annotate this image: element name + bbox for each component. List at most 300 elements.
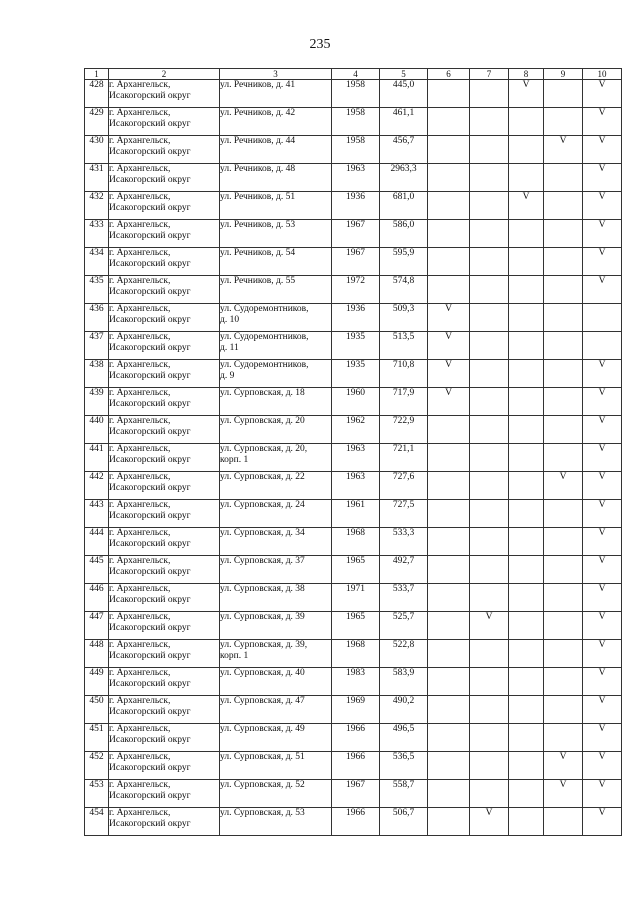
street-text: ул. Сурповская, д. 38: [220, 584, 305, 594]
mark-col-9: [544, 416, 583, 444]
year-cell: 1967: [332, 248, 380, 276]
city-text: г. Архангельск,: [109, 108, 171, 118]
city-text: г. Архангельск,: [109, 416, 171, 426]
mark-col-8: [509, 164, 544, 192]
city-text: г. Архангельск,: [109, 556, 171, 566]
street-text: ул. Сурповская, д. 39: [220, 612, 305, 622]
address-cell: [220, 584, 332, 612]
area-cell: 533,3: [380, 528, 428, 556]
table-row: [85, 360, 622, 388]
mark-col-7: [470, 248, 509, 276]
mark-col-6: [428, 696, 470, 724]
district-text: Исакогорский округ: [109, 651, 191, 661]
table-row: [85, 752, 622, 780]
district-text: Исакогорский округ: [109, 623, 191, 633]
row-number: 432: [85, 192, 109, 220]
district-text: Исакогорский округ: [109, 511, 191, 521]
table-row: [85, 556, 622, 584]
district-text: Исакогорский округ: [109, 315, 191, 325]
table-row: [85, 388, 622, 416]
address-cell: [220, 528, 332, 556]
address-cell: [220, 304, 332, 332]
location-cell: [109, 304, 220, 332]
mark-col-6: V: [428, 304, 470, 332]
mark-col-10: V: [583, 668, 622, 696]
district-text: Исакогорский округ: [109, 539, 191, 549]
district-text: Исакогорский округ: [109, 287, 191, 297]
row-number: 441: [85, 444, 109, 472]
mark-col-9: [544, 556, 583, 584]
city-text: г. Архангельск,: [109, 808, 171, 818]
page-number: 235: [309, 37, 331, 52]
year-cell: 1969: [332, 696, 380, 724]
street-text: ул. Сурповская, д. 51: [220, 752, 305, 762]
street-text: ул. Речников, д. 54: [220, 248, 296, 258]
mark-col-8: [509, 500, 544, 528]
mark-col-6: [428, 752, 470, 780]
row-number: 452: [85, 752, 109, 780]
column-header: 7: [470, 69, 509, 80]
mark-col-9: [544, 164, 583, 192]
mark-col-8: [509, 248, 544, 276]
row-number: 445: [85, 556, 109, 584]
location-cell: [109, 416, 220, 444]
street-text: ул. Сурповская, д. 53: [220, 808, 305, 818]
mark-col-10: V: [583, 80, 622, 108]
street-text: ул. Сурповская, д. 24: [220, 500, 305, 510]
housing-register-table: [84, 68, 622, 836]
column-header: 3: [220, 69, 332, 80]
mark-col-10: V: [583, 640, 622, 668]
city-text: г. Архангельск,: [109, 192, 171, 202]
mark-col-9: V: [544, 472, 583, 500]
year-cell: 1966: [332, 724, 380, 752]
row-number: 439: [85, 388, 109, 416]
area-cell: 513,5: [380, 332, 428, 360]
mark-col-7: V: [470, 612, 509, 640]
mark-col-7: [470, 752, 509, 780]
street-text: ул. Сурповская, д. 47: [220, 696, 305, 706]
area-cell: 721,1: [380, 444, 428, 472]
location-cell: [109, 360, 220, 388]
mark-col-10: V: [583, 584, 622, 612]
district-text: Исакогорский округ: [109, 679, 191, 689]
mark-col-9: [544, 724, 583, 752]
table-row: [85, 612, 622, 640]
mark-col-10: V: [583, 248, 622, 276]
mark-col-9: [544, 360, 583, 388]
location-cell: [109, 332, 220, 360]
district-text: Исакогорский округ: [109, 147, 191, 157]
year-cell: 1936: [332, 192, 380, 220]
year-cell: 1958: [332, 136, 380, 164]
mark-col-7: [470, 556, 509, 584]
area-cell: 496,5: [380, 724, 428, 752]
mark-col-7: [470, 192, 509, 220]
address-cell: [220, 276, 332, 304]
mark-col-6: V: [428, 388, 470, 416]
building-text: корп. 1: [220, 455, 249, 465]
area-cell: 2963,3: [380, 164, 428, 192]
location-cell: [109, 80, 220, 108]
area-cell: 536,5: [380, 752, 428, 780]
mark-col-7: [470, 668, 509, 696]
city-text: г. Архангельск,: [109, 332, 171, 342]
mark-col-8: [509, 640, 544, 668]
district-text: Исакогорский округ: [109, 763, 191, 773]
table-row: [85, 332, 622, 360]
mark-col-8: [509, 724, 544, 752]
column-header: 4: [332, 69, 380, 80]
city-text: г. Архангельск,: [109, 696, 171, 706]
mark-col-6: V: [428, 360, 470, 388]
street-text: ул. Речников, д. 51: [220, 192, 296, 202]
location-cell: [109, 780, 220, 808]
city-text: г. Архангельск,: [109, 304, 171, 314]
address-cell: [220, 108, 332, 136]
mark-col-10: V: [583, 416, 622, 444]
mark-col-7: [470, 136, 509, 164]
mark-col-9: [544, 304, 583, 332]
mark-col-7: [470, 444, 509, 472]
mark-col-7: [470, 360, 509, 388]
building-text: д. 9: [220, 371, 235, 381]
mark-col-7: [470, 220, 509, 248]
street-text: ул. Сурповская, д. 34: [220, 528, 305, 538]
row-number: 438: [85, 360, 109, 388]
address-cell: [220, 472, 332, 500]
mark-col-8: [509, 276, 544, 304]
table-row: [85, 444, 622, 472]
address-cell: [220, 668, 332, 696]
mark-col-6: [428, 472, 470, 500]
area-cell: 717,9: [380, 388, 428, 416]
location-cell: [109, 612, 220, 640]
area-cell: 727,5: [380, 500, 428, 528]
year-cell: 1962: [332, 416, 380, 444]
street-text: ул. Сурповская, д. 49: [220, 724, 305, 734]
mark-col-7: [470, 108, 509, 136]
city-text: г. Архангельск,: [109, 388, 171, 398]
year-cell: 1971: [332, 584, 380, 612]
address-cell: [220, 220, 332, 248]
mark-col-10: V: [583, 276, 622, 304]
mark-col-10: V: [583, 780, 622, 808]
district-text: Исакогорский округ: [109, 819, 191, 829]
area-cell: 681,0: [380, 192, 428, 220]
district-text: Исакогорский округ: [109, 231, 191, 241]
address-cell: [220, 612, 332, 640]
city-text: г. Архангельск,: [109, 472, 171, 482]
location-cell: [109, 528, 220, 556]
address-cell: [220, 808, 332, 836]
mark-col-10: V: [583, 360, 622, 388]
location-cell: [109, 752, 220, 780]
city-text: г. Архангельск,: [109, 640, 171, 650]
year-cell: 1968: [332, 528, 380, 556]
district-text: Исакогорский округ: [109, 175, 191, 185]
area-cell: 445,0: [380, 80, 428, 108]
city-text: г. Архангельск,: [109, 752, 171, 762]
year-cell: 1963: [332, 444, 380, 472]
mark-col-7: [470, 500, 509, 528]
location-cell: [109, 220, 220, 248]
city-text: г. Архангельск,: [109, 80, 171, 90]
row-number: 450: [85, 696, 109, 724]
street-text: ул. Сурповская, д. 39,: [220, 640, 308, 650]
mark-col-8: [509, 752, 544, 780]
mark-col-9: V: [544, 136, 583, 164]
column-header: 10: [583, 69, 622, 80]
location-cell: [109, 136, 220, 164]
district-text: Исакогорский округ: [109, 595, 191, 605]
area-cell: 558,7: [380, 780, 428, 808]
mark-col-7: [470, 276, 509, 304]
location-cell: [109, 724, 220, 752]
row-number: 440: [85, 416, 109, 444]
mark-col-6: V: [428, 332, 470, 360]
district-text: Исакогорский округ: [109, 427, 191, 437]
row-number: 434: [85, 248, 109, 276]
area-cell: 456,7: [380, 136, 428, 164]
mark-col-6: [428, 724, 470, 752]
location-cell: [109, 668, 220, 696]
city-text: г. Архангельск,: [109, 248, 171, 258]
table-row: [85, 500, 622, 528]
mark-col-8: V: [509, 80, 544, 108]
street-text: ул. Сурповская, д. 37: [220, 556, 305, 566]
street-text: ул. Сурповская, д. 18: [220, 388, 305, 398]
mark-col-6: [428, 164, 470, 192]
mark-col-6: [428, 668, 470, 696]
mark-col-6: [428, 500, 470, 528]
street-text: ул. Судоремонтников,: [220, 332, 309, 342]
mark-col-9: [544, 332, 583, 360]
mark-col-7: [470, 640, 509, 668]
mark-col-8: [509, 136, 544, 164]
street-text: ул. Речников, д. 41: [220, 80, 296, 90]
address-cell: [220, 444, 332, 472]
district-text: Исакогорский округ: [109, 203, 191, 213]
year-cell: 1966: [332, 752, 380, 780]
street-text: ул. Речников, д. 44: [220, 136, 296, 146]
location-cell: [109, 248, 220, 276]
row-number: 430: [85, 136, 109, 164]
address-cell: [220, 696, 332, 724]
table-row: [85, 416, 622, 444]
mark-col-6: [428, 808, 470, 836]
location-cell: [109, 444, 220, 472]
mark-col-7: [470, 528, 509, 556]
address-cell: [220, 724, 332, 752]
address-cell: [220, 640, 332, 668]
street-text: ул. Речников, д. 42: [220, 108, 296, 118]
row-number: 446: [85, 584, 109, 612]
area-cell: 586,0: [380, 220, 428, 248]
row-number: 451: [85, 724, 109, 752]
mark-col-9: [544, 220, 583, 248]
district-text: Исакогорский округ: [109, 567, 191, 577]
mark-col-9: [544, 668, 583, 696]
mark-col-9: [544, 248, 583, 276]
mark-col-9: [544, 696, 583, 724]
address-cell: [220, 780, 332, 808]
street-text: ул. Сурповская, д. 20,: [220, 444, 308, 454]
area-cell: 461,1: [380, 108, 428, 136]
mark-col-9: [544, 80, 583, 108]
mark-col-9: [544, 528, 583, 556]
street-text: ул. Сурповская, д. 20: [220, 416, 305, 426]
area-cell: 583,9: [380, 668, 428, 696]
street-text: ул. Сурповская, д. 52: [220, 780, 305, 790]
column-header: 9: [544, 69, 583, 80]
address-cell: [220, 136, 332, 164]
mark-col-9: [544, 640, 583, 668]
mark-col-10: V: [583, 556, 622, 584]
mark-col-6: [428, 612, 470, 640]
city-text: г. Архангельск,: [109, 612, 171, 622]
mark-col-6: [428, 528, 470, 556]
building-text: д. 11: [220, 343, 239, 353]
year-cell: 1966: [332, 808, 380, 836]
mark-col-6: [428, 584, 470, 612]
row-number: 431: [85, 164, 109, 192]
location-cell: [109, 164, 220, 192]
mark-col-7: V: [470, 808, 509, 836]
mark-col-8: [509, 612, 544, 640]
mark-col-10: V: [583, 696, 622, 724]
district-text: Исакогорский округ: [109, 343, 191, 353]
table-row: [85, 164, 622, 192]
mark-col-7: [470, 724, 509, 752]
mark-col-6: [428, 276, 470, 304]
city-text: г. Архангельск,: [109, 528, 171, 538]
address-cell: [220, 248, 332, 276]
mark-col-8: [509, 780, 544, 808]
mark-col-8: [509, 332, 544, 360]
city-text: г. Архангельск,: [109, 360, 171, 370]
district-text: Исакогорский округ: [109, 455, 191, 465]
mark-col-9: [544, 808, 583, 836]
area-cell: 509,3: [380, 304, 428, 332]
mark-col-7: [470, 304, 509, 332]
area-cell: 722,9: [380, 416, 428, 444]
address-cell: [220, 752, 332, 780]
mark-col-6: [428, 416, 470, 444]
location-cell: [109, 500, 220, 528]
area-cell: 710,8: [380, 360, 428, 388]
table-row: [85, 724, 622, 752]
year-cell: 1958: [332, 80, 380, 108]
mark-col-10: V: [583, 808, 622, 836]
district-text: Исакогорский округ: [109, 735, 191, 745]
row-number: 448: [85, 640, 109, 668]
mark-col-10: V: [583, 472, 622, 500]
district-text: Исакогорский округ: [109, 259, 191, 269]
column-header: 6: [428, 69, 470, 80]
building-text: корп. 1: [220, 651, 249, 661]
city-text: г. Архангельск,: [109, 500, 171, 510]
year-cell: 1965: [332, 612, 380, 640]
area-cell: 595,9: [380, 248, 428, 276]
location-cell: [109, 584, 220, 612]
city-text: г. Архангельск,: [109, 276, 171, 286]
mark-col-6: [428, 108, 470, 136]
mark-col-9: [544, 500, 583, 528]
address-cell: [220, 192, 332, 220]
mark-col-8: [509, 668, 544, 696]
table-row: [85, 276, 622, 304]
mark-col-8: [509, 808, 544, 836]
city-text: г. Архангельск,: [109, 220, 171, 230]
table-row: [85, 808, 622, 836]
mark-col-8: [509, 108, 544, 136]
address-cell: [220, 80, 332, 108]
address-cell: [220, 388, 332, 416]
row-number: 442: [85, 472, 109, 500]
row-number: 449: [85, 668, 109, 696]
street-text: ул. Речников, д. 48: [220, 164, 296, 174]
district-text: Исакогорский округ: [109, 91, 191, 101]
column-header: 8: [509, 69, 544, 80]
mark-col-10: V: [583, 528, 622, 556]
year-cell: 1935: [332, 332, 380, 360]
year-cell: 1965: [332, 556, 380, 584]
mark-col-7: [470, 164, 509, 192]
area-cell: 522,8: [380, 640, 428, 668]
location-cell: [109, 556, 220, 584]
mark-col-10: V: [583, 752, 622, 780]
street-text: ул. Судоремонтников,: [220, 360, 309, 370]
year-cell: 1968: [332, 640, 380, 668]
row-number: 447: [85, 612, 109, 640]
street-text: ул. Речников, д. 55: [220, 276, 296, 286]
mark-col-8: [509, 696, 544, 724]
mark-col-8: [509, 220, 544, 248]
location-cell: [109, 388, 220, 416]
district-text: Исакогорский округ: [109, 399, 191, 409]
city-text: г. Архангельск,: [109, 724, 171, 734]
address-cell: [220, 416, 332, 444]
city-text: г. Архангельск,: [109, 668, 171, 678]
mark-col-6: [428, 780, 470, 808]
address-cell: [220, 556, 332, 584]
city-text: г. Архангельск,: [109, 444, 171, 454]
row-number: 428: [85, 80, 109, 108]
street-text: ул. Речников, д. 53: [220, 220, 296, 230]
city-text: г. Архангельск,: [109, 164, 171, 174]
mark-col-10: V: [583, 136, 622, 164]
address-cell: [220, 500, 332, 528]
mark-col-9: [544, 584, 583, 612]
mark-col-10: V: [583, 724, 622, 752]
mark-col-10: V: [583, 388, 622, 416]
mark-col-10: [583, 332, 622, 360]
mark-col-8: [509, 556, 544, 584]
city-text: г. Архангельск,: [109, 584, 171, 594]
year-cell: 1983: [332, 668, 380, 696]
table-row: [85, 668, 622, 696]
row-number: 435: [85, 276, 109, 304]
address-cell: [220, 164, 332, 192]
mark-col-10: [583, 304, 622, 332]
table-row: [85, 640, 622, 668]
mark-col-10: V: [583, 220, 622, 248]
row-number: 443: [85, 500, 109, 528]
mark-col-8: [509, 528, 544, 556]
table-row: [85, 304, 622, 332]
row-number: 433: [85, 220, 109, 248]
